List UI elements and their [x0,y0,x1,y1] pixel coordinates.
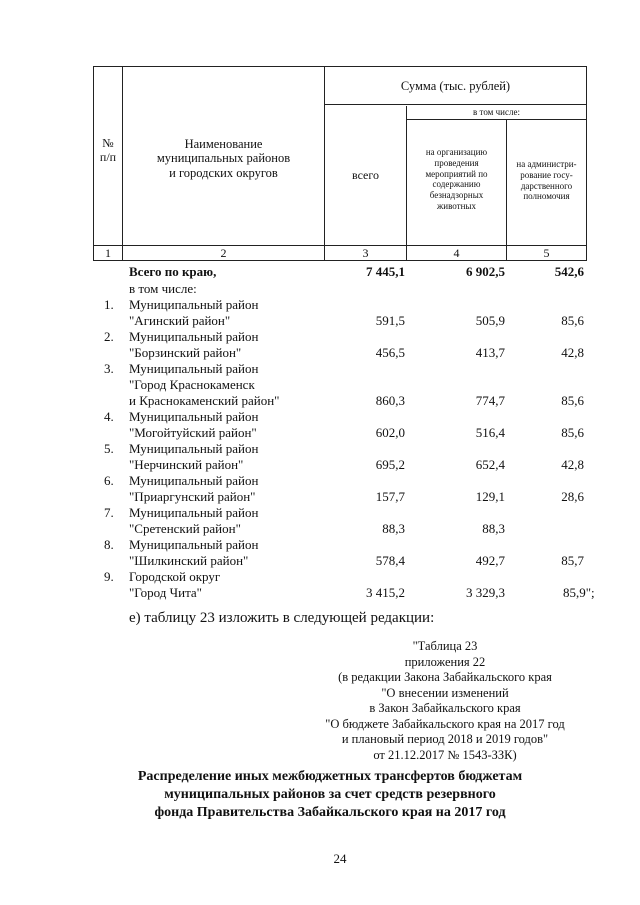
row-c5: 28,6 [561,489,584,504]
row-total: 88,3 [382,521,405,536]
row-name-line: и Краснокаменский район" [129,393,280,408]
note-line: от 21.12.2017 № 1543-ЗЗК) [373,747,517,762]
col-num-header: № п/п [99,136,117,164]
note-line: в Закон Забайкальского края [369,701,521,715]
row-total: 157,7 [375,489,405,504]
table-header [93,66,587,261]
row-number: 6. [104,473,114,488]
row-name-line: Муниципальный район [129,329,259,344]
row-c5: 85,6 [561,425,584,440]
row-c4: 3 329,3 [466,585,505,600]
col-name-header: Наименование муниципальных районов и городских округов [156,137,291,180]
row-total: 860,3 [375,393,405,408]
note-line: "О внесении изменений [381,685,509,700]
total-label: Всего по краю, [129,264,217,279]
heading-line: муниципальных районов за счет средств резервного [164,787,496,802]
row-number: 7. [104,505,114,520]
row-number: 5. [104,441,114,456]
heading-line: Распределение иных межбюджетных трансфертов бюджетам [137,769,523,784]
row-c4: 413,7 [475,345,505,360]
col-sum-header: Сумма (тыс. рублей) [400,79,511,93]
row-c5: 42,8 [561,457,584,472]
row-number: 8. [104,537,114,552]
row-name-line: Муниципальный район [129,297,259,312]
note-line: приложения 22 [404,654,486,669]
row-c4: 652,4 [475,457,505,472]
row-c4: 774,7 [475,393,505,408]
row-total: 456,5 [375,345,405,360]
row-c4: 129,1 [475,489,505,504]
row-c4: 505,9 [475,313,505,328]
col-total-header: всего [351,168,380,182]
row-name-line: "Сретенский район" [129,521,241,536]
section-heading [80,768,580,822]
row-number: 4. [104,409,114,424]
divider [324,67,325,260]
row-c4: 516,4 [475,425,505,440]
row-number: 9. [104,569,114,584]
row-c5: 85,7 [561,553,584,568]
divider [324,104,586,105]
row-name-line: "Нерчинский район" [129,457,244,472]
instruction-text: е) таблицу 23 изложить в следующей редакции: [129,610,435,626]
note-line: (в редакции Закона Забайкальского края [338,670,552,684]
row-name-line: "Могойтуйский район" [129,425,257,440]
col-number: 1 [105,246,111,260]
total-sub-label: в том числе: [129,281,197,296]
divider [406,119,586,120]
row-c4: 492,7 [475,553,505,568]
col-number: 3 [362,246,369,260]
row-total: 3 415,2 [366,585,405,600]
col-sub2-header: на администри- рование госу- дарственного полномочия [516,159,577,202]
row-c4: 88,3 [482,521,505,536]
row-c5: 42,8 [561,345,584,360]
row-total: 695,2 [375,457,405,472]
row-name-line: Муниципальный район [129,361,259,376]
col-number: 2 [220,246,227,260]
col-sub1-header: на организацию проведения мероприятий по содержанию безнадзорных животных [425,147,488,211]
row-number: 3. [104,361,114,376]
note-line: "Таблица 23 [412,639,478,653]
table-note [300,639,590,763]
divider [94,245,586,246]
row-name-line: "Борзинский район" [129,345,242,360]
row-name-line: Муниципальный район [129,409,259,424]
row-name-line: "Приаргунский район" [129,489,256,504]
row-number: 2. [104,329,114,344]
row-total: 578,4 [375,553,405,568]
row-name-line: "Город Чита" [129,585,202,600]
col-including-header: в том числе: [473,107,520,117]
row-name-line: "Город Краснокаменск [129,377,255,392]
row-c5: 85,6 [561,393,584,408]
row-name-line: Муниципальный район [129,505,259,520]
col-number: 4 [453,246,460,260]
row-c5: 85,6 [561,313,584,328]
row-name-line: Муниципальный район [129,473,259,488]
heading-line: фонда Правительства Забайкальского края на 2017 год [154,805,506,820]
total-c4: 6 902,5 [466,264,505,279]
total-value: 7 445,1 [366,264,405,279]
row-total: 602,0 [375,425,405,440]
row-total: 591,5 [375,313,405,328]
row-name-line: "Шилкинский район" [129,553,249,568]
row-name-line: Городской округ [129,569,221,584]
row-name-line: Муниципальный район [129,441,259,456]
row-name-line: "Агинский район" [129,313,231,328]
row-number: 1. [104,297,114,312]
row-name-line: Муниципальный район [129,537,259,552]
total-c5: 542,6 [554,264,584,279]
page-number: 24 [333,851,347,866]
row-c5: 85,9"; [563,585,595,600]
col-number: 5 [543,246,550,260]
note-line: "О бюджете Забайкальского края на 2017 год [325,716,565,731]
note-line: и плановый период 2018 и 2019 годов" [341,732,549,746]
